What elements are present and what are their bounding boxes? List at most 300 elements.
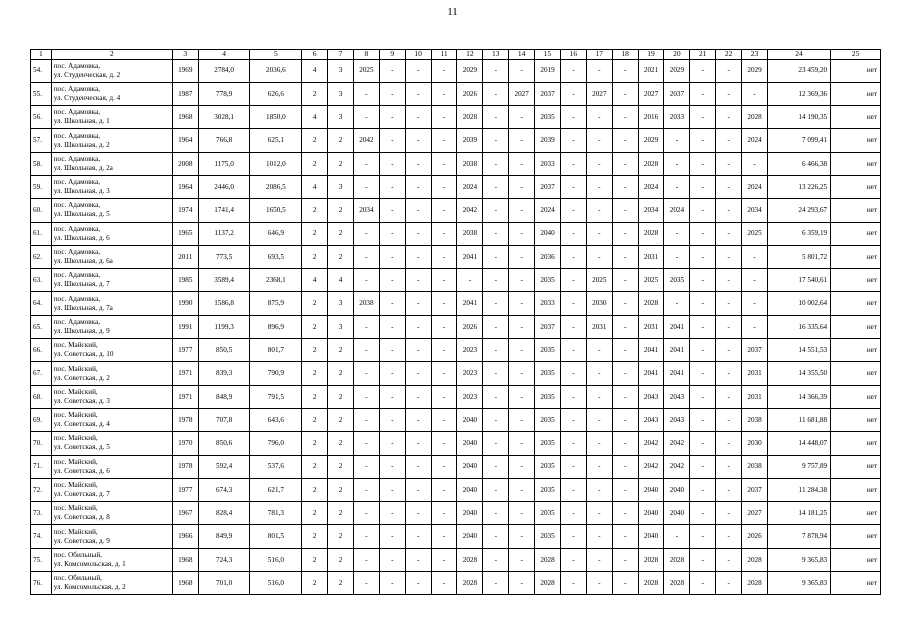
table-cell: - bbox=[612, 152, 638, 175]
cost-cell: 17 540,61 bbox=[767, 269, 830, 292]
table-cell: 2041 bbox=[638, 339, 664, 362]
table-cell: - bbox=[586, 59, 612, 82]
table-cell: 2041 bbox=[664, 362, 690, 385]
table-cell: 2026 bbox=[457, 82, 483, 105]
table-cell: 4 bbox=[328, 269, 354, 292]
table-cell: - bbox=[405, 152, 431, 175]
table-cell: 707,8 bbox=[198, 408, 250, 431]
table-cell: - bbox=[353, 152, 379, 175]
table-cell: 2031 bbox=[638, 245, 664, 268]
table-cell: - bbox=[560, 222, 586, 245]
table-cell: - bbox=[612, 525, 638, 548]
table-cell: 516,0 bbox=[250, 572, 302, 595]
table-cell: 3 bbox=[328, 292, 354, 315]
table-cell: 2 bbox=[328, 339, 354, 362]
table-cell: - bbox=[405, 59, 431, 82]
table-cell: - bbox=[509, 478, 535, 501]
table-cell: 850,5 bbox=[198, 339, 250, 362]
table-cell: - bbox=[379, 408, 405, 431]
table-cell: 2028 bbox=[638, 548, 664, 571]
table-row bbox=[31, 548, 881, 571]
column-number-6: 6 bbox=[302, 50, 328, 60]
cost-cell: 24 293,67 bbox=[767, 199, 830, 222]
cost-cell: 14 551,53 bbox=[767, 339, 830, 362]
table-cell: 2024 bbox=[535, 199, 561, 222]
table-cell: - bbox=[716, 292, 742, 315]
table-cell: - bbox=[690, 432, 716, 455]
table-cell: 2028 bbox=[535, 548, 561, 571]
table-cell: - bbox=[509, 572, 535, 595]
table-cell: - bbox=[483, 82, 509, 105]
table-cell: - bbox=[379, 222, 405, 245]
table-cell: - bbox=[379, 432, 405, 455]
table-cell: 2033 bbox=[535, 152, 561, 175]
table-cell: - bbox=[457, 269, 483, 292]
table-cell: - bbox=[483, 478, 509, 501]
table-cell: 1199,3 bbox=[198, 315, 250, 338]
table-cell: - bbox=[483, 175, 509, 198]
table-cell: - bbox=[716, 432, 742, 455]
table-cell: - bbox=[379, 455, 405, 478]
table-cell: 693,5 bbox=[250, 245, 302, 268]
table-cell: - bbox=[664, 152, 690, 175]
table-cell: - bbox=[612, 199, 638, 222]
table-row bbox=[31, 432, 881, 455]
table-cell: 2034 bbox=[638, 199, 664, 222]
table-cell: 2030 bbox=[586, 292, 612, 315]
row-number-cell: 76. bbox=[31, 572, 52, 595]
table-cell: - bbox=[716, 408, 742, 431]
table-cell: 2026 bbox=[742, 525, 768, 548]
table-row bbox=[31, 455, 881, 478]
cost-cell: 14 366,39 bbox=[767, 385, 830, 408]
status-cell: нет bbox=[831, 408, 881, 431]
table-cell: - bbox=[483, 572, 509, 595]
table-cell: - bbox=[431, 525, 457, 548]
row-number-cell: 73. bbox=[31, 502, 52, 525]
table-cell: 2 bbox=[328, 408, 354, 431]
table-cell: - bbox=[612, 82, 638, 105]
column-number-15: 15 bbox=[535, 50, 561, 60]
table-cell: 2028 bbox=[457, 572, 483, 595]
table-cell: 2037 bbox=[742, 339, 768, 362]
table-cell: 2 bbox=[328, 362, 354, 385]
table-cell: - bbox=[379, 175, 405, 198]
status-cell: нет bbox=[831, 129, 881, 152]
cost-cell: 14 190,35 bbox=[767, 106, 830, 129]
table-cell: 1968 bbox=[172, 548, 198, 571]
page-number: 11 bbox=[447, 6, 458, 18]
table-cell: 1977 bbox=[172, 339, 198, 362]
table-cell: - bbox=[690, 455, 716, 478]
table-cell: 2031 bbox=[742, 385, 768, 408]
cost-cell: 10 002,64 bbox=[767, 292, 830, 315]
table-cell: 2038 bbox=[457, 222, 483, 245]
column-number-22: 22 bbox=[716, 50, 742, 60]
table-cell: - bbox=[560, 478, 586, 501]
table-cell: 1985 bbox=[172, 269, 198, 292]
row-number-cell: 72. bbox=[31, 478, 52, 501]
table-cell: 2041 bbox=[457, 292, 483, 315]
table-cell: - bbox=[431, 82, 457, 105]
table-cell: 1175,0 bbox=[198, 152, 250, 175]
row-number-cell: 67. bbox=[31, 362, 52, 385]
table-cell: - bbox=[431, 222, 457, 245]
table-cell: 2035 bbox=[535, 339, 561, 362]
table-cell: - bbox=[612, 572, 638, 595]
table-cell: 2036,6 bbox=[250, 59, 302, 82]
table-cell: - bbox=[431, 292, 457, 315]
table-cell: - bbox=[431, 59, 457, 82]
table-cell: - bbox=[379, 362, 405, 385]
table-cell: 2029 bbox=[638, 129, 664, 152]
table-cell: 2024 bbox=[742, 129, 768, 152]
table-cell: - bbox=[560, 408, 586, 431]
cost-cell: 16 335,64 bbox=[767, 315, 830, 338]
status-cell: нет bbox=[831, 525, 881, 548]
table-cell: 2029 bbox=[664, 59, 690, 82]
table-cell: - bbox=[509, 455, 535, 478]
table-cell: 2031 bbox=[638, 315, 664, 338]
table-cell: 2038 bbox=[457, 152, 483, 175]
table-cell: 1964 bbox=[172, 129, 198, 152]
table-cell: - bbox=[483, 408, 509, 431]
table-cell: 2040 bbox=[457, 525, 483, 548]
table-cell: 2008 bbox=[172, 152, 198, 175]
table-cell: 1971 bbox=[172, 385, 198, 408]
table-cell: - bbox=[586, 478, 612, 501]
table-cell: - bbox=[742, 269, 768, 292]
table-cell: - bbox=[612, 362, 638, 385]
table-row bbox=[31, 269, 881, 292]
table-cell: - bbox=[690, 269, 716, 292]
table-cell: 2 bbox=[302, 572, 328, 595]
table-cell: - bbox=[379, 269, 405, 292]
table-cell: 2 bbox=[328, 129, 354, 152]
table-row bbox=[31, 292, 881, 315]
address-cell: пос. Адамовка, ул. Школьная, д. 7а bbox=[51, 292, 172, 315]
row-number-cell: 69. bbox=[31, 408, 52, 431]
table-cell: - bbox=[716, 199, 742, 222]
table-cell: - bbox=[483, 432, 509, 455]
cost-cell: 14 181,25 bbox=[767, 502, 830, 525]
table-cell: - bbox=[586, 152, 612, 175]
column-number-row bbox=[31, 50, 881, 60]
column-number-3: 3 bbox=[172, 50, 198, 60]
status-cell: нет bbox=[831, 478, 881, 501]
table-cell: - bbox=[612, 292, 638, 315]
table-cell: 2 bbox=[328, 502, 354, 525]
table-cell: - bbox=[431, 572, 457, 595]
table-cell: 2043 bbox=[638, 408, 664, 431]
table-cell: - bbox=[586, 408, 612, 431]
table-cell: 778,9 bbox=[198, 82, 250, 105]
table-cell: 3 bbox=[328, 175, 354, 198]
table-cell: - bbox=[483, 315, 509, 338]
table-cell: 2 bbox=[302, 292, 328, 315]
table-cell: 2 bbox=[328, 455, 354, 478]
table-cell: 2028 bbox=[457, 548, 483, 571]
table-cell: - bbox=[379, 82, 405, 105]
table-cell: - bbox=[716, 455, 742, 478]
table-cell: - bbox=[353, 269, 379, 292]
column-number-1: 1 bbox=[31, 50, 52, 60]
table-cell: - bbox=[560, 502, 586, 525]
cost-cell: 5 801,72 bbox=[767, 245, 830, 268]
table-cell: 2 bbox=[328, 478, 354, 501]
table-cell: - bbox=[405, 525, 431, 548]
address-cell: пос. Адамовка, ул. Школьная, д. 6а bbox=[51, 245, 172, 268]
table-cell: 2028 bbox=[638, 152, 664, 175]
table-cell: 1970 bbox=[172, 432, 198, 455]
table-cell: - bbox=[509, 292, 535, 315]
table-cell: 537,6 bbox=[250, 455, 302, 478]
column-number-11: 11 bbox=[431, 50, 457, 60]
table-cell: - bbox=[612, 315, 638, 338]
table-cell: 2 bbox=[302, 408, 328, 431]
table-cell: 2036 bbox=[535, 245, 561, 268]
table-cell: 2028 bbox=[638, 222, 664, 245]
table-cell: - bbox=[431, 455, 457, 478]
table-cell: 2043 bbox=[638, 385, 664, 408]
table-cell: - bbox=[612, 269, 638, 292]
table-cell: 2 bbox=[328, 385, 354, 408]
table-cell: - bbox=[560, 525, 586, 548]
table-cell: 2035 bbox=[535, 455, 561, 478]
table-cell: 2037 bbox=[535, 315, 561, 338]
table-cell: - bbox=[483, 152, 509, 175]
address-cell: пос. Адамовка, ул. Школьная, д. 9 bbox=[51, 315, 172, 338]
table-cell: 2040 bbox=[664, 502, 690, 525]
table-cell: - bbox=[405, 199, 431, 222]
table-cell: - bbox=[353, 175, 379, 198]
address-cell: пос. Адамовка, ул. Школьная, д. 2а bbox=[51, 152, 172, 175]
table-cell: 674,3 bbox=[198, 478, 250, 501]
table-row bbox=[31, 59, 881, 82]
table-cell: 2028 bbox=[742, 572, 768, 595]
table-cell: 2040 bbox=[457, 432, 483, 455]
table-cell: 2086,5 bbox=[250, 175, 302, 198]
table-cell: - bbox=[716, 385, 742, 408]
address-cell: пос. Майский, ул. Советская, д. 3 bbox=[51, 385, 172, 408]
table-cell: - bbox=[664, 129, 690, 152]
row-number-cell: 71. bbox=[31, 455, 52, 478]
table-cell: 2042 bbox=[457, 199, 483, 222]
table-cell: - bbox=[586, 129, 612, 152]
table-cell: - bbox=[353, 525, 379, 548]
table-cell: 2026 bbox=[457, 315, 483, 338]
table-row bbox=[31, 175, 881, 198]
table-cell: - bbox=[405, 315, 431, 338]
table-cell: - bbox=[586, 455, 612, 478]
table-cell: 2028 bbox=[664, 548, 690, 571]
column-number-7: 7 bbox=[328, 50, 354, 60]
table-cell: 839,3 bbox=[198, 362, 250, 385]
status-cell: нет bbox=[831, 222, 881, 245]
table-row bbox=[31, 152, 881, 175]
status-cell: нет bbox=[831, 339, 881, 362]
table-cell: 1850,0 bbox=[250, 106, 302, 129]
table-cell: - bbox=[716, 82, 742, 105]
table-cell: - bbox=[431, 432, 457, 455]
table-cell: - bbox=[405, 129, 431, 152]
table-cell: - bbox=[405, 362, 431, 385]
table-row bbox=[31, 82, 881, 105]
table-cell: 1971 bbox=[172, 362, 198, 385]
table-cell: 2 bbox=[302, 199, 328, 222]
table-cell: - bbox=[716, 572, 742, 595]
table-cell: - bbox=[353, 362, 379, 385]
table-cell: 796,0 bbox=[250, 432, 302, 455]
table-cell: - bbox=[353, 455, 379, 478]
registry-table bbox=[30, 49, 881, 595]
row-number-cell: 66. bbox=[31, 339, 52, 362]
cost-cell: 9 365,83 bbox=[767, 548, 830, 571]
table-cell: 2035 bbox=[535, 478, 561, 501]
table-cell: 3589,4 bbox=[198, 269, 250, 292]
table-cell: - bbox=[690, 82, 716, 105]
table-cell: - bbox=[509, 129, 535, 152]
address-cell: пос. Майский, ул. Советская, д. 9 bbox=[51, 525, 172, 548]
table-cell: 2024 bbox=[457, 175, 483, 198]
column-number-23: 23 bbox=[742, 50, 768, 60]
table-cell: 2035 bbox=[535, 269, 561, 292]
table-cell: 2040 bbox=[457, 408, 483, 431]
table-cell: - bbox=[586, 106, 612, 129]
table-cell: 2038 bbox=[742, 408, 768, 431]
table-cell: - bbox=[353, 222, 379, 245]
table-cell: 2033 bbox=[535, 292, 561, 315]
address-cell: пос. Адамовка, ул. Школьная, д. 7 bbox=[51, 269, 172, 292]
status-cell: нет bbox=[831, 199, 881, 222]
table-cell: 2 bbox=[302, 385, 328, 408]
table-cell: 2041 bbox=[457, 245, 483, 268]
table-cell: - bbox=[431, 269, 457, 292]
table-cell: 2035 bbox=[535, 106, 561, 129]
table-cell: - bbox=[379, 292, 405, 315]
table-cell: 2028 bbox=[638, 572, 664, 595]
table-cell: 1012,0 bbox=[250, 152, 302, 175]
table-cell: - bbox=[431, 408, 457, 431]
table-cell: - bbox=[690, 175, 716, 198]
address-cell: пос. Адамовка, ул. Школьная, д. 2 bbox=[51, 129, 172, 152]
column-number-12: 12 bbox=[457, 50, 483, 60]
table-cell: 773,5 bbox=[198, 245, 250, 268]
table-cell: 1741,4 bbox=[198, 199, 250, 222]
column-number-16: 16 bbox=[560, 50, 586, 60]
table-cell: - bbox=[509, 175, 535, 198]
table-cell: 2784,0 bbox=[198, 59, 250, 82]
table-row bbox=[31, 222, 881, 245]
table-cell: 2011 bbox=[172, 245, 198, 268]
table-cell: - bbox=[560, 269, 586, 292]
address-cell: пос. Майский, ул. Советская, д. 4 bbox=[51, 408, 172, 431]
column-number-5: 5 bbox=[250, 50, 302, 60]
table-cell: 2 bbox=[302, 502, 328, 525]
table-cell: 2028 bbox=[638, 292, 664, 315]
table-cell: - bbox=[586, 572, 612, 595]
table-cell: 2 bbox=[302, 339, 328, 362]
row-number-cell: 61. bbox=[31, 222, 52, 245]
row-number-cell: 74. bbox=[31, 525, 52, 548]
table-cell: - bbox=[586, 548, 612, 571]
table-cell: - bbox=[509, 152, 535, 175]
table-cell: - bbox=[509, 385, 535, 408]
table-cell: 1987 bbox=[172, 82, 198, 105]
status-cell: нет bbox=[831, 432, 881, 455]
table-cell: - bbox=[716, 315, 742, 338]
table-cell: 3 bbox=[328, 106, 354, 129]
table-cell: - bbox=[612, 129, 638, 152]
table-cell: 791,5 bbox=[250, 385, 302, 408]
table-cell: - bbox=[379, 129, 405, 152]
table-cell: 790,9 bbox=[250, 362, 302, 385]
table-cell: 3 bbox=[328, 315, 354, 338]
table-cell: 2039 bbox=[535, 129, 561, 152]
column-number-20: 20 bbox=[664, 50, 690, 60]
status-cell: нет bbox=[831, 455, 881, 478]
table-cell: 1978 bbox=[172, 455, 198, 478]
column-number-8: 8 bbox=[353, 50, 379, 60]
column-number-9: 9 bbox=[379, 50, 405, 60]
table-cell: 848,9 bbox=[198, 385, 250, 408]
table-cell: - bbox=[483, 222, 509, 245]
row-number-cell: 64. bbox=[31, 292, 52, 315]
address-cell: пос. Адамовка, ул. Школьная, д. 1 bbox=[51, 106, 172, 129]
table-cell: - bbox=[586, 175, 612, 198]
table-cell: - bbox=[379, 502, 405, 525]
table-cell: 2040 bbox=[457, 478, 483, 501]
table-cell: - bbox=[586, 245, 612, 268]
table-cell: - bbox=[509, 525, 535, 548]
table-cell: 646,9 bbox=[250, 222, 302, 245]
table-cell: - bbox=[353, 502, 379, 525]
table-cell: - bbox=[560, 572, 586, 595]
table-cell: 2027 bbox=[638, 82, 664, 105]
address-cell: пос. Майский, ул. Советская, д. 2 bbox=[51, 362, 172, 385]
cost-cell: 23 459,20 bbox=[767, 59, 830, 82]
table-cell: - bbox=[509, 315, 535, 338]
address-cell: пос. Майский, ул. Советская, д. 7 bbox=[51, 478, 172, 501]
table-cell: - bbox=[405, 82, 431, 105]
table-cell: 875,9 bbox=[250, 292, 302, 315]
table-cell: - bbox=[560, 129, 586, 152]
table-cell: - bbox=[612, 385, 638, 408]
table-cell: - bbox=[353, 478, 379, 501]
table-cell: - bbox=[379, 339, 405, 362]
table-row bbox=[31, 199, 881, 222]
table-cell: 2 bbox=[328, 222, 354, 245]
table-cell: 2040 bbox=[535, 222, 561, 245]
cost-cell: 7 099,41 bbox=[767, 129, 830, 152]
table-cell: - bbox=[612, 175, 638, 198]
table-cell: - bbox=[690, 339, 716, 362]
table-cell: - bbox=[405, 548, 431, 571]
table-cell: - bbox=[379, 199, 405, 222]
table-row bbox=[31, 408, 881, 431]
table-cell: 1969 bbox=[172, 59, 198, 82]
row-number-cell: 55. bbox=[31, 82, 52, 105]
table-cell: 2 bbox=[302, 315, 328, 338]
table-cell: - bbox=[612, 339, 638, 362]
table-cell: - bbox=[483, 502, 509, 525]
column-number-19: 19 bbox=[638, 50, 664, 60]
table-cell: - bbox=[742, 245, 768, 268]
status-cell: нет bbox=[831, 572, 881, 595]
table-cell: - bbox=[612, 59, 638, 82]
row-number-cell: 56. bbox=[31, 106, 52, 129]
table-cell: 2037 bbox=[742, 478, 768, 501]
